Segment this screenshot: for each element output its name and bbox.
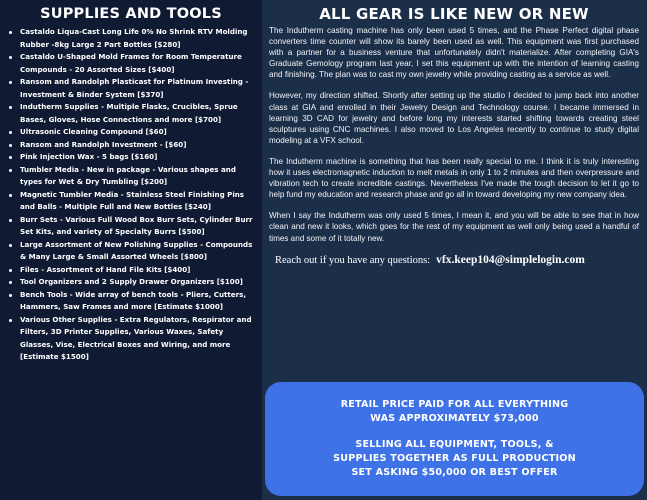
- contact-email[interactable]: vfx.keep104@simplelogin.com: [436, 253, 585, 266]
- contact-label: Reach out if you have any questions:: [275, 254, 431, 266]
- contact-line: [269, 254, 639, 266]
- description-paragraph: When I say the Indutherm was only used 5 times, I mean it, and you will be able to see that in how clean and new it looks, which goes for the rest of my equipment as well only being used a handful of times and some of it totally new.: [269, 211, 639, 243]
- list-item: Indutherm Supplies - Multiple Flasks, Crucibles, Sprue Bases, Gloves, Hose Connections and more [$700]: [16, 101, 256, 126]
- list-item: Ransom and Randolph Investment - [$60]: [16, 139, 256, 152]
- price-box: [265, 382, 644, 496]
- list-item: Castaldo U-Shaped Mold Frames for Room Temperature Compounds - 20 Assorted Sizes [$400]: [16, 51, 256, 76]
- list-item: Large Assortment of New Polishing Supplies - Compounds & Many Large & Small Assorted Wheels [$800]: [16, 239, 256, 264]
- description-paragraph: The Indutherm casting machine has only been used 5 times, and the Phase Perfect digital phase converters time counter will show its barely been used as well. This equipment was first purchased with a partner for a business venture that unfortunately didn't materialize. After completing GIA's Graduate Gemology program last year, I set this equipment up with the intention of learning casting and finishing. The plan was to cast my own jewelry while providing casting as a service as well.: [269, 26, 639, 80]
- list-item: Pink Injection Wax - 5 bags [$160]: [16, 151, 256, 164]
- list-item: Magnetic Tumbler Media - Stainless Steel Finishing Pins and Balls - Multiple Full and New Bottles [$240]: [16, 189, 256, 214]
- list-item: Ultrasonic Cleaning Compound [$60]: [16, 126, 256, 139]
- description-paragraph: However, my direction shifted. Shortly after setting up the studio I decided to jump back into another class at GIA and enrolled in their Jewelry Design and Technology course. I became immersed in learning 3D CAD for jewelry and before long my interests started shifting towards creating steel sculptures using CNC machines. I also moved to Los Angeles recently to continue to study digital modeling at a VFX school.: [269, 91, 639, 145]
- list-item: Files - Assortment of Hand File Kits [$400]: [16, 264, 256, 277]
- list-item: Tumbler Media - New in package - Various shapes and types for Wet & Dry Tumbling [$200]: [16, 164, 256, 189]
- gear-panel: [262, 0, 647, 500]
- price-line: SUPPLIES TOGETHER AS FULL PRODUCTION: [333, 453, 576, 464]
- list-item: Various Other Supplies - Extra Regulators, Respirator and Filters, 3D Printer Supplies, Various Waxes, Safety Glasses, Vise, Electrical Boxes and Wiring, and more [Estimate $1500]: [16, 314, 256, 364]
- list-item: Bench Tools - Wide array of bench tools - Pliers, Cutters, Hammers, Saw Frames and more [Estimate $1000]: [16, 289, 256, 314]
- list-item: Tool Organizers and 2 Supply Drawer Organizers [$100]: [16, 276, 256, 289]
- gear-title: ALL GEAR IS LIKE NEW OR NEW: [319, 5, 589, 23]
- supplies-list: [6, 26, 256, 364]
- list-item: Ransom and Randolph Plasticast for Platinum Investing - Investment & Binder System [$370]: [16, 76, 256, 101]
- supplies-title: SUPPLIES AND TOOLS: [40, 6, 222, 22]
- list-item: Burr Sets - Various Full Wood Box Burr Sets, Cylinder Burr Set Kits, and variety of Specialty Burrs [$500]: [16, 214, 256, 239]
- price-line: SELLING ALL EQUIPMENT, TOOLS, &: [355, 439, 554, 450]
- list-item: Castaldo Liqua-Cast Long Life 0% No Shrink RTV Molding Rubber -8kg Large 2 Part Bottles [$280]: [16, 26, 256, 51]
- supplies-panel: [0, 0, 262, 500]
- price-line: RETAIL PRICE PAID FOR ALL EVERYTHING: [340, 399, 569, 410]
- price-line: WAS APPROXIMATELY $73,000: [370, 413, 539, 424]
- description-paragraph: The Indutherm machine is something that has been really special to me. I think it is truly interesting how it uses electromagnetic induction to melt metals in only 1 to 2 minutes and then overpressure and vibration tech to create incredible castings. Nevertheless I've made the tough decision to let it go to help fund my education and research phase and go all in toward developing my new company idea.: [269, 156, 639, 200]
- price-line: SET ASKING $50,000 OR BEST OFFER: [351, 467, 558, 478]
